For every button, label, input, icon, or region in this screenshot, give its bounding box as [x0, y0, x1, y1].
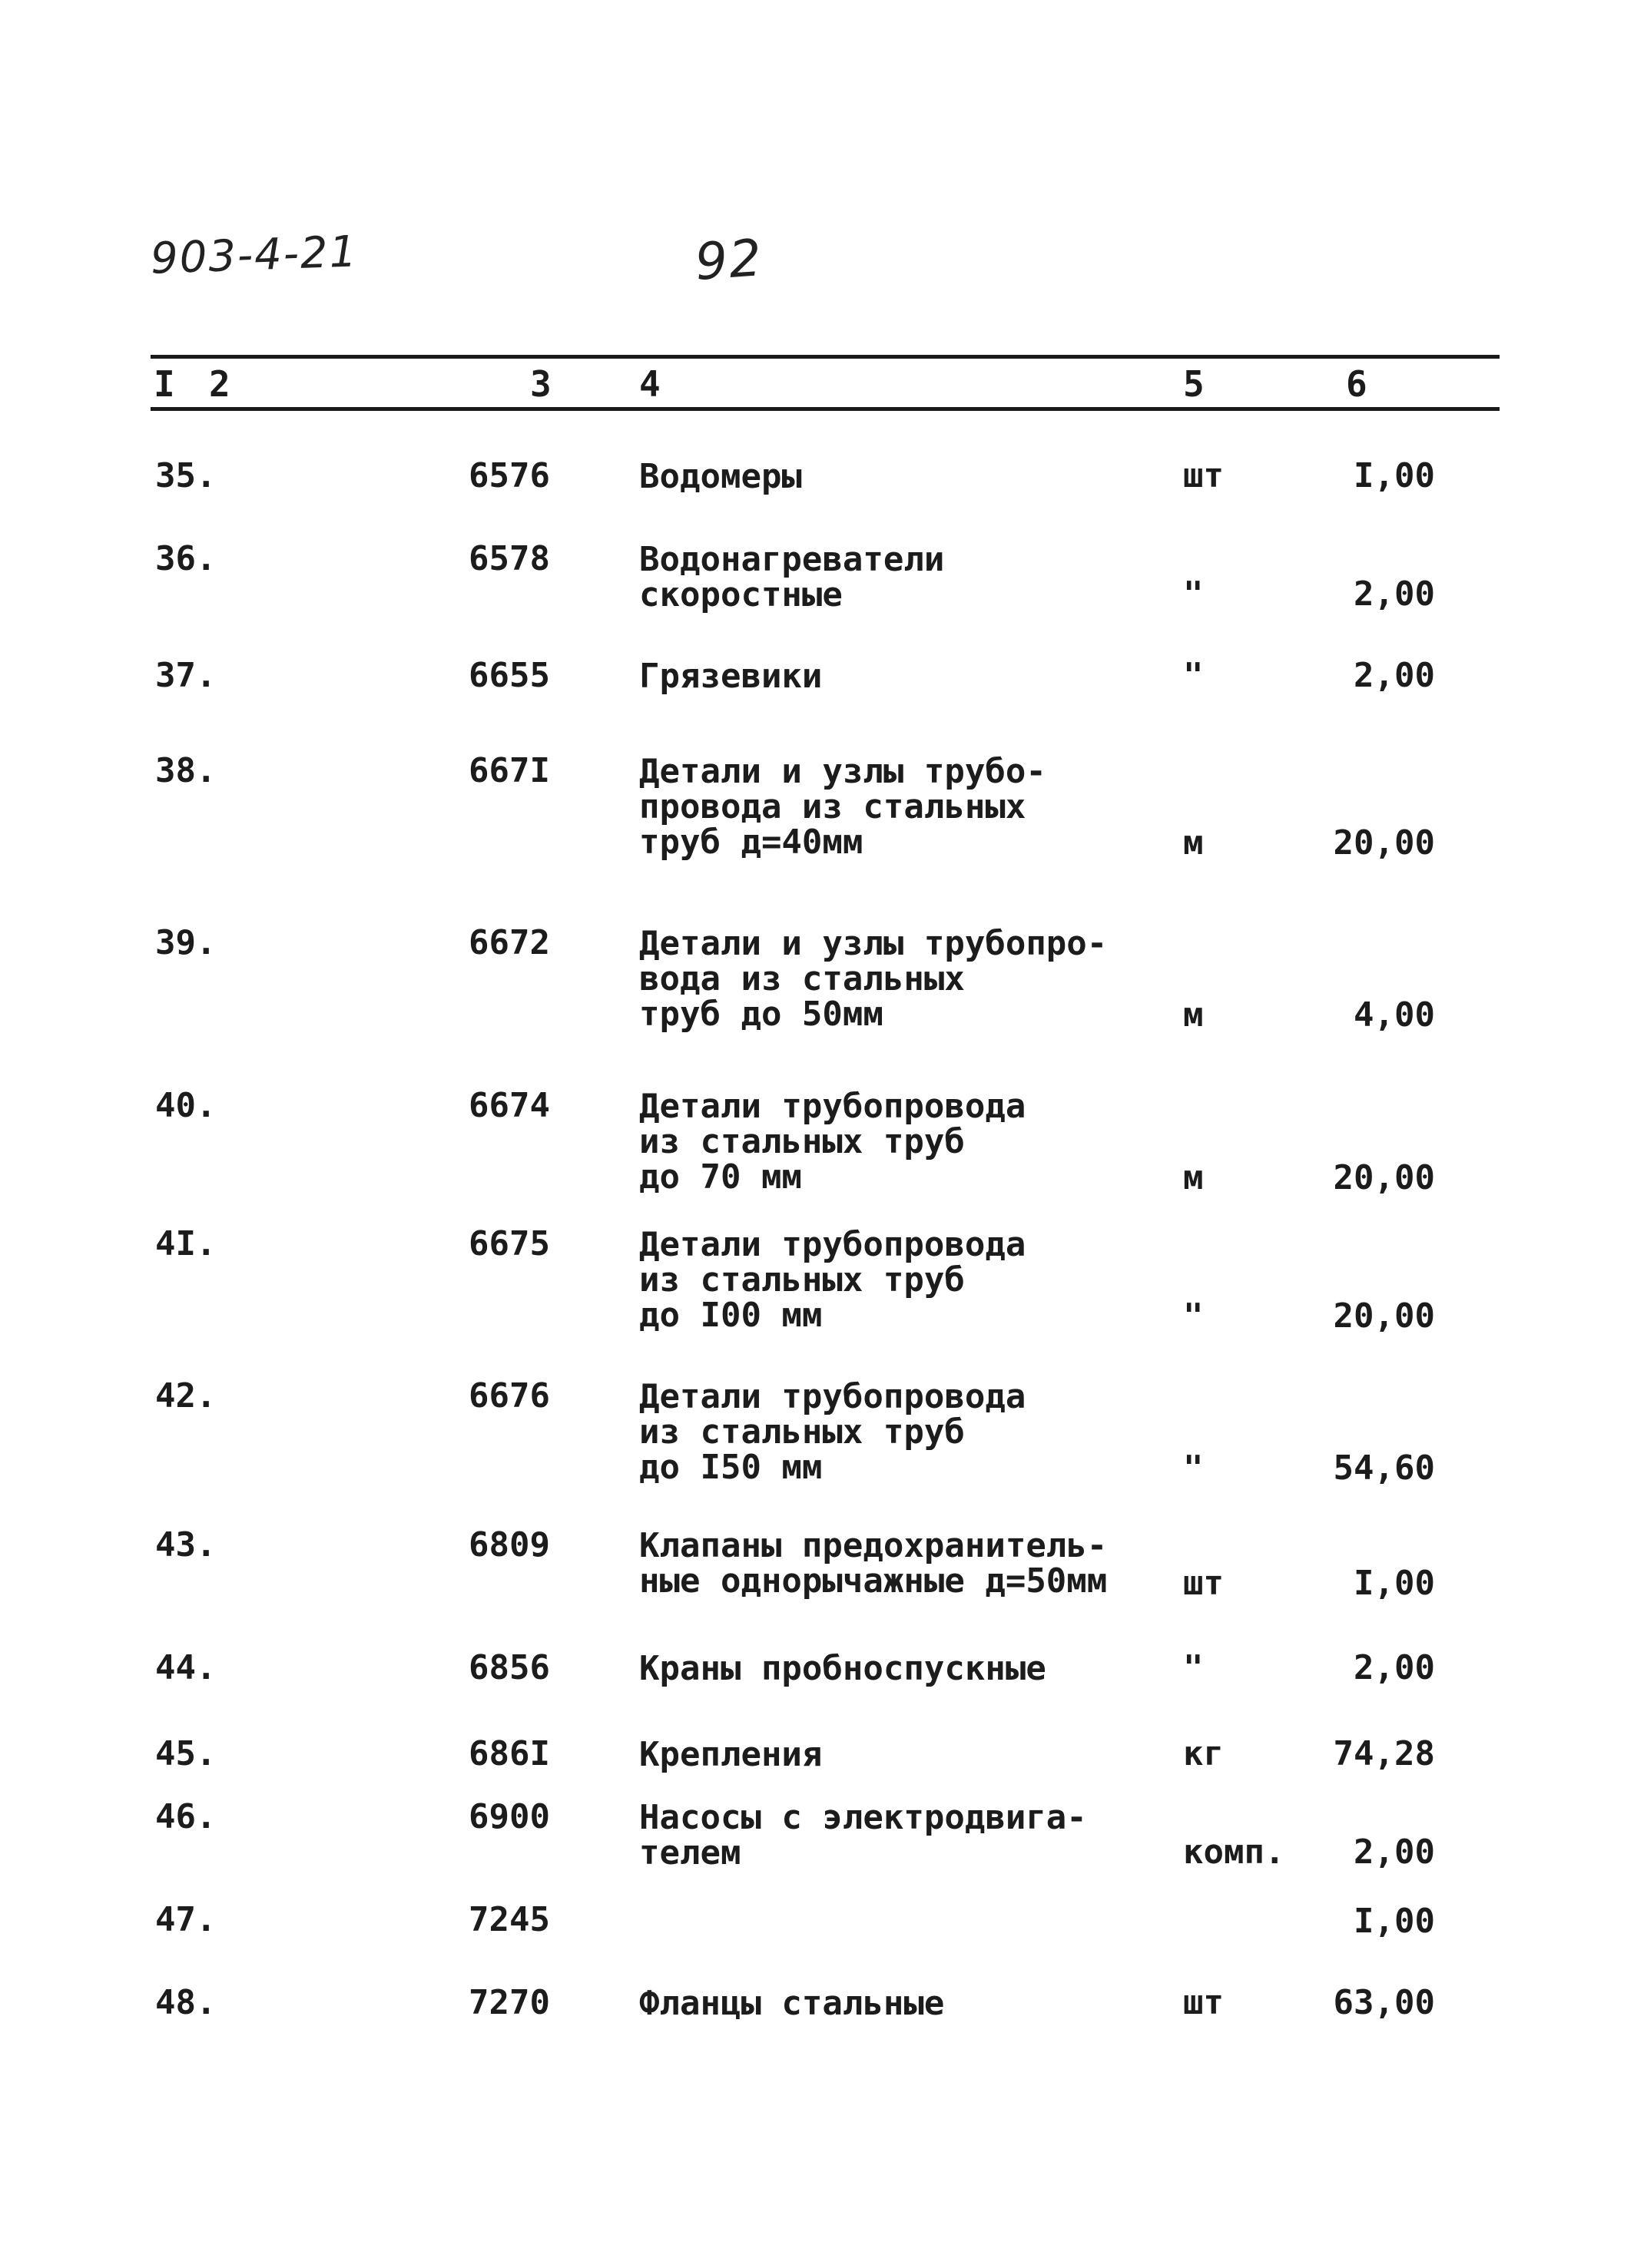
row-number: 38.	[155, 751, 217, 790]
row-unit: шт	[1183, 1983, 1224, 2022]
description-line: Детали трубопровода	[639, 1225, 1026, 1264]
description-line: ные однорычажные д=50мм	[639, 1561, 1108, 1601]
row-quantity: I,00	[1354, 1902, 1435, 1941]
row-number: 35.	[155, 456, 217, 495]
row-code: 6676	[469, 1376, 550, 1415]
row-quantity: I,00	[1354, 456, 1435, 495]
row-description	[639, 1800, 1087, 1871]
row-quantity: 2,00	[1354, 656, 1435, 695]
column-header-6: 6	[1346, 363, 1367, 405]
description-line: Детали трубопровода	[639, 1377, 1026, 1416]
row-code: 6900	[469, 1797, 550, 1836]
description-line: из стальных труб	[639, 1122, 965, 1161]
description-line: провода из стальных	[639, 787, 1026, 826]
row-code: 6675	[469, 1224, 550, 1263]
row-number: 37.	[155, 656, 217, 695]
header-top-rule	[151, 355, 1500, 359]
row-description	[639, 926, 1107, 1032]
description-line: Краны пробноспускные	[639, 1649, 1046, 1688]
row-unit: комп.	[1183, 1833, 1285, 1872]
row-number: 42.	[155, 1376, 217, 1415]
row-number: 36.	[155, 539, 217, 578]
row-number: 44.	[155, 1648, 217, 1687]
row-description	[639, 542, 944, 613]
description-line: Грязевики	[639, 657, 823, 696]
row-description	[639, 659, 822, 694]
row-quantity: 4,00	[1354, 995, 1435, 1035]
row-code: 6576	[469, 456, 550, 495]
description-line: Клапаны предохранитель-	[639, 1526, 1108, 1565]
row-quantity: 2,00	[1354, 1833, 1435, 1872]
column-header-4: 4	[639, 363, 661, 405]
row-number: 46.	[155, 1797, 217, 1836]
row-code: 686I	[469, 1734, 550, 1773]
description-line: до 70 мм	[639, 1157, 802, 1197]
description-line: труб до 50мм	[639, 995, 883, 1034]
row-code: 6856	[469, 1648, 550, 1687]
description-line: вода из стальных	[639, 959, 965, 998]
row-description	[639, 1089, 1026, 1195]
description-line: Детали и узлы трубо-	[639, 752, 1046, 791]
row-number: 47.	[155, 1900, 217, 1939]
row-description	[639, 1379, 1026, 1485]
description-line: труб д=40мм	[639, 823, 863, 862]
column-header-5: 5	[1183, 363, 1205, 405]
row-quantity: 63,00	[1333, 1983, 1435, 2022]
row-unit: шт	[1183, 456, 1224, 495]
column-header-2: 2	[209, 363, 230, 405]
description-line: Фланцы стальные	[639, 1984, 945, 2023]
document-code: 903-4-21	[149, 227, 360, 284]
description-line: Водомеры	[639, 457, 802, 496]
description-line: Насосы с электродвига-	[639, 1798, 1087, 1837]
description-line: Водонагреватели	[639, 540, 945, 579]
row-number: 43.	[155, 1525, 217, 1564]
row-unit: "	[1183, 656, 1204, 695]
description-line: Детали трубопровода	[639, 1087, 1026, 1126]
row-number: 48.	[155, 1983, 217, 2022]
row-description	[639, 1986, 944, 2021]
row-unit: м	[1183, 823, 1204, 863]
description-line: скоростные	[639, 575, 843, 614]
row-quantity: 2,00	[1354, 574, 1435, 614]
row-quantity: 20,00	[1333, 823, 1435, 863]
page-number: 92	[693, 228, 765, 292]
description-line: до I50 мм	[639, 1448, 823, 1487]
column-header-3: 3	[530, 363, 552, 405]
row-number: 40.	[155, 1086, 217, 1125]
row-code: 7245	[469, 1900, 550, 1939]
description-line: Крепления	[639, 1735, 823, 1774]
description-line: телем	[639, 1833, 741, 1872]
row-code: 6655	[469, 656, 550, 695]
row-description	[639, 1737, 822, 1773]
row-code: 6578	[469, 539, 550, 578]
row-quantity: 20,00	[1333, 1296, 1435, 1336]
description-line: из стальных труб	[639, 1260, 965, 1300]
row-quantity: I,00	[1354, 1564, 1435, 1603]
row-unit: шт	[1183, 1564, 1224, 1603]
row-unit: м	[1183, 1158, 1204, 1197]
row-description	[639, 754, 1046, 860]
row-code: 6672	[469, 923, 550, 962]
row-description	[639, 1227, 1026, 1333]
description-line: до I00 мм	[639, 1296, 823, 1335]
row-unit: кг	[1183, 1734, 1224, 1773]
row-quantity: 20,00	[1333, 1158, 1435, 1197]
row-unit: "	[1183, 1296, 1204, 1336]
row-quantity: 54,60	[1333, 1449, 1435, 1488]
row-number: 4I.	[155, 1224, 217, 1263]
row-unit: м	[1183, 995, 1204, 1035]
row-unit: "	[1183, 1449, 1204, 1488]
description-line: Детали и узлы трубопро-	[639, 924, 1108, 963]
row-code: 667I	[469, 751, 550, 790]
row-description	[639, 1651, 1046, 1687]
row-unit: "	[1183, 1648, 1204, 1687]
row-quantity: 74,28	[1333, 1734, 1435, 1773]
row-code: 7270	[469, 1983, 550, 2022]
row-quantity: 2,00	[1354, 1648, 1435, 1687]
row-number: 45.	[155, 1734, 217, 1773]
row-code: 6809	[469, 1525, 550, 1564]
row-description	[639, 459, 802, 495]
row-number: 39.	[155, 923, 217, 962]
row-code: 6674	[469, 1086, 550, 1125]
header-bottom-rule	[151, 407, 1500, 411]
row-unit: "	[1183, 574, 1204, 614]
description-line: из стальных труб	[639, 1412, 965, 1452]
column-header-1: I	[154, 363, 175, 405]
row-description	[639, 1528, 1107, 1599]
